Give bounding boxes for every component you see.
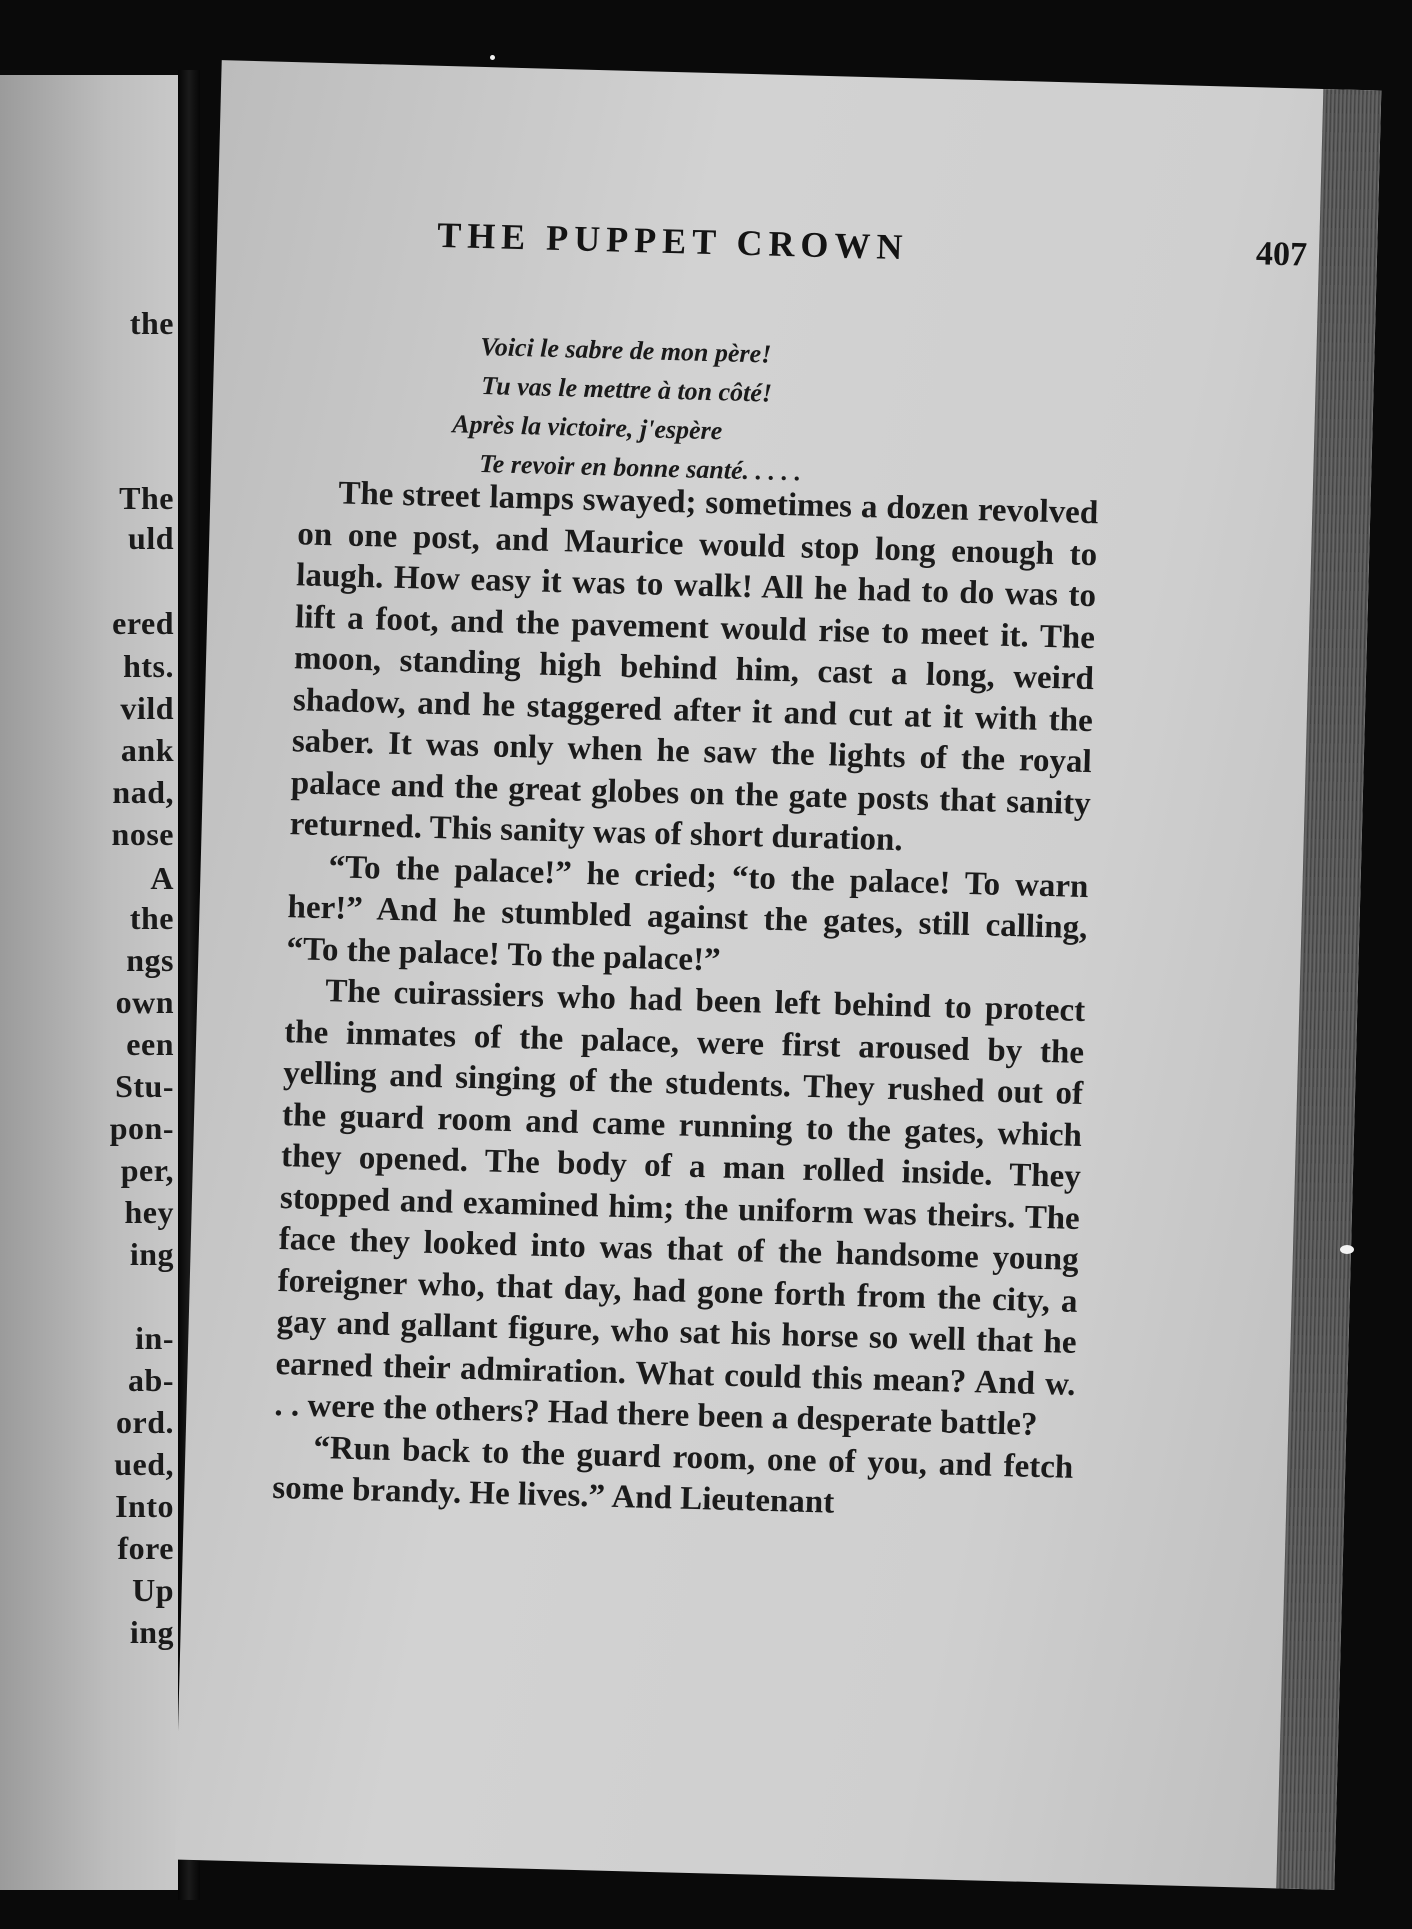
left-page-fragment: uld — [128, 520, 174, 556]
left-page-fragment: in- — [135, 1320, 174, 1356]
left-page-fragment: per, — [120, 1152, 174, 1188]
left-page-fragment: The — [119, 480, 174, 516]
left-page-fragment: nose — [111, 816, 174, 852]
verse-line: Tu vas le mettre à ton côté! — [480, 371, 773, 408]
left-page-fragment: fore — [117, 1530, 174, 1566]
scan-speck — [1340, 1245, 1354, 1254]
verse-line: Voici le sabre de mon père! — [479, 331, 772, 369]
paragraph: “To the palace!” he cried; “to the palace! To warn her!” And he stumbled against the gates, still calling, “To the palace! To the palace!” — [286, 848, 1089, 978]
left-page-fragment: nad, — [112, 774, 174, 810]
left-page-fragment: ing — [129, 1236, 174, 1272]
running-title: THE PUPPET CROWN — [436, 214, 909, 268]
body-text — [272, 472, 1099, 1530]
verse-block — [451, 326, 975, 496]
verse-line: Te revoir en bonne santé. . . . . — [478, 449, 802, 487]
paragraph: The street lamps swayed; sometimes a dozen revolved on one post, and Maurice would stop long enough to laugh. How easy it was to walk! All he had to do was to lift a foot, and the pavement would rise to meet it. The moon, standing high behind him, cast a long, weird shadow, and he staggered after it and cut at it with the saber. It was only when he saw the lights of the royal palace and the great globes on the gate posts that sanity returned. This sanity was of short duration. — [289, 475, 1099, 859]
left-page-fragment: Up — [132, 1572, 174, 1608]
book-page — [175, 60, 1382, 1890]
left-page-fragment: ank — [120, 732, 174, 768]
left-page-fragment: een — [126, 1026, 174, 1062]
left-page-fragment: ered — [112, 605, 174, 641]
left-page-fragment: vild — [120, 690, 174, 726]
left-page-fragment: ord. — [116, 1404, 174, 1440]
verse-line: Après la victoire, j'espère — [451, 409, 723, 446]
left-page-fragment: the — [129, 900, 174, 936]
paragraph: The cuirassiers who had been left behind to protect the inmates of the palace, were first aroused by the yelling and singing of the students. They rushed out of the guard room and came running to the gates, which they opened. The body of a man rolled inside. They stopped and examined him; the uniform was theirs. The face they looked into was that of the handsome young foreigner who, that day, had gone forth from the city, a gay and gallant figure, who sat his horse so well that he earned their admiration. What could this mean? And w. . . were the others? Had there been a desperate battle? — [274, 973, 1086, 1443]
left-facing-page — [0, 75, 180, 1890]
left-page-fragment: Into — [115, 1488, 174, 1524]
page-header — [436, 214, 1308, 274]
left-page-fragment: hey — [124, 1194, 174, 1230]
left-page-fragment: A — [150, 860, 174, 896]
left-page-fragment: Stu- — [115, 1068, 174, 1104]
page-edge — [1276, 89, 1381, 1890]
left-page-fragment: own — [115, 984, 174, 1020]
left-page-fragment: ngs — [126, 942, 174, 978]
left-page-fragment: ing — [129, 1614, 174, 1650]
left-page-fragment: ab- — [128, 1362, 174, 1398]
page-number: 407 — [1255, 235, 1308, 274]
paragraph: “Run back to the guard room, one of you, and fetch some brandy. He lives.” And Lieutenant — [271, 1429, 1074, 1521]
left-page-fragment: ued, — [114, 1446, 174, 1482]
scan-speck — [490, 55, 495, 60]
left-page-fragment: the — [129, 305, 174, 341]
left-page-fragment: hts. — [123, 648, 174, 684]
left-page-fragment: pon- — [109, 1110, 174, 1146]
